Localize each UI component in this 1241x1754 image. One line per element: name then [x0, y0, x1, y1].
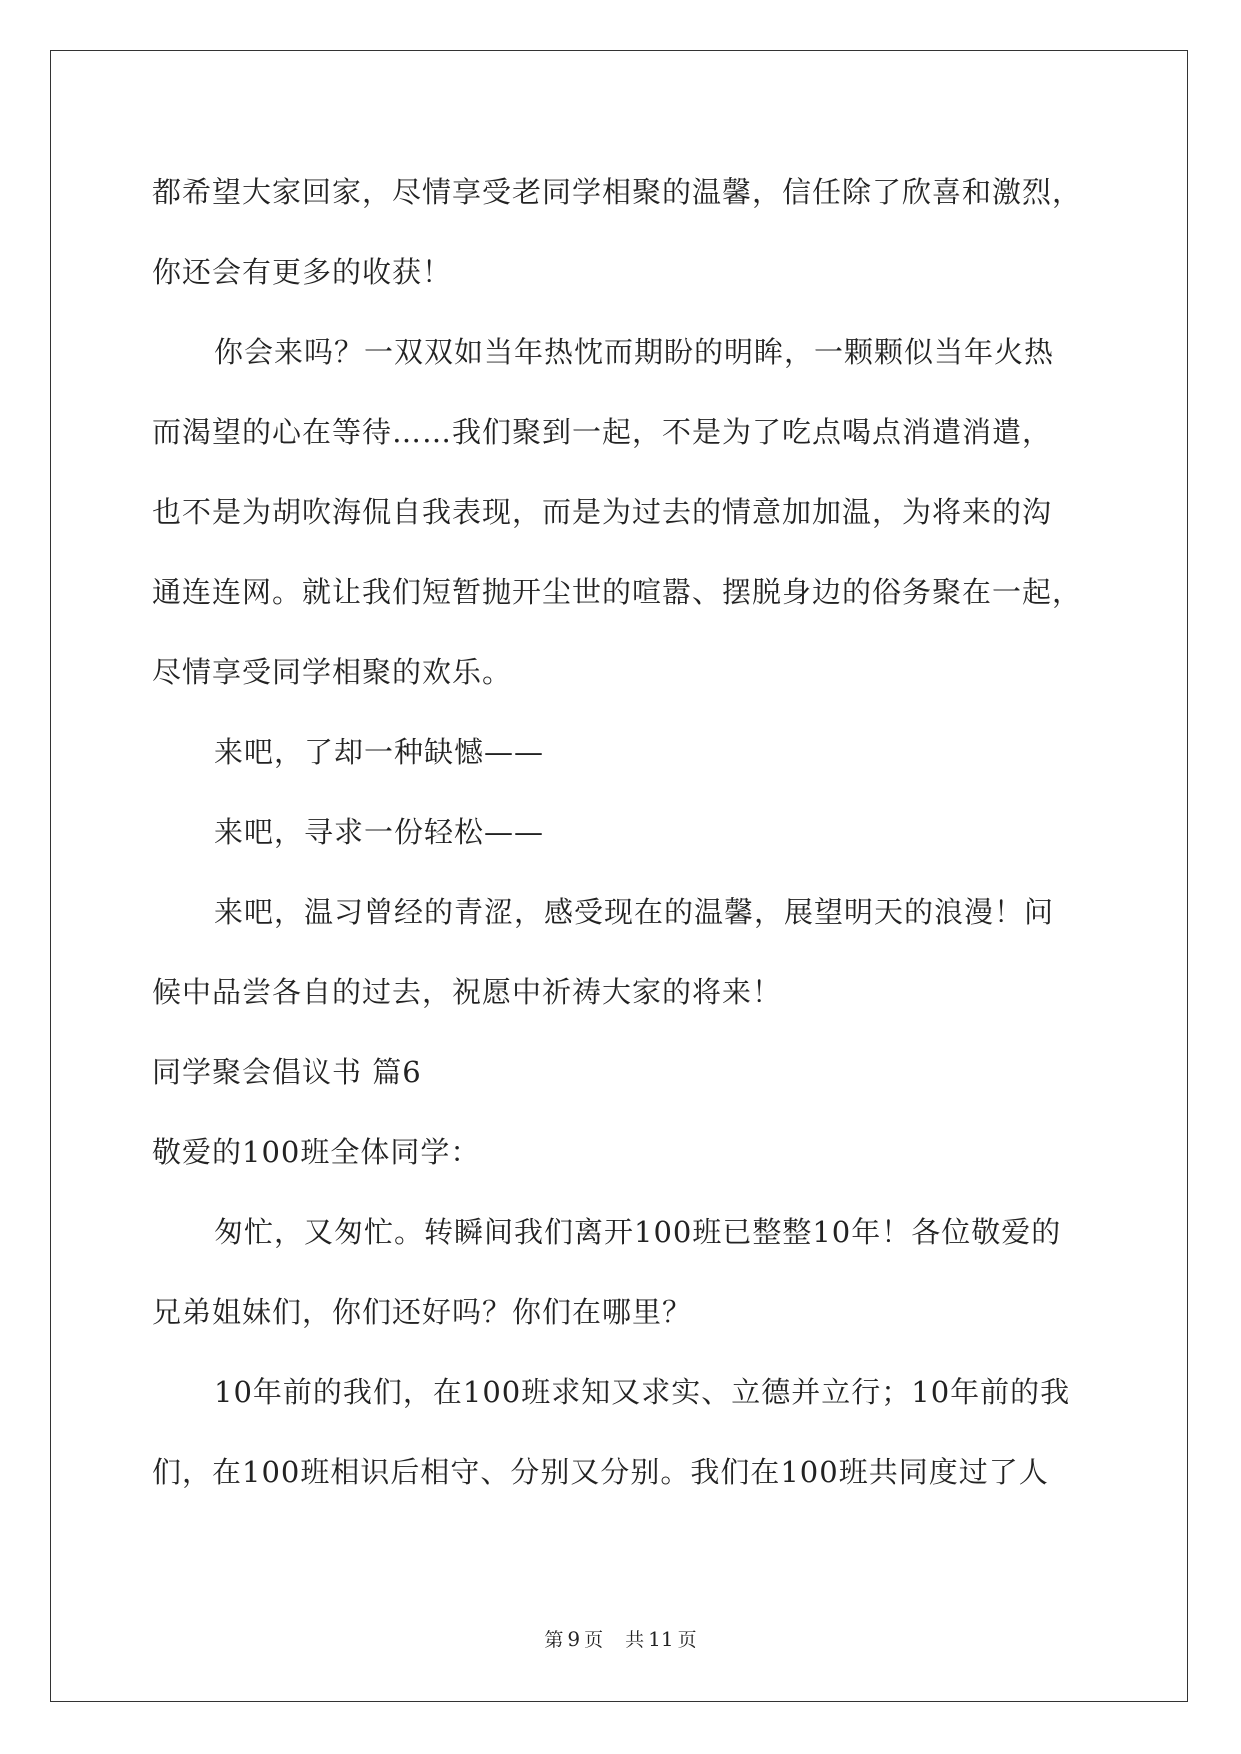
text-line: 们，在100班相识后相守、分别又分别。我们在100班共同度过了人 [152, 1455, 1049, 1489]
document-body [152, 172, 1092, 1532]
total-pages-indicator: 共 11 页 [625, 1627, 697, 1651]
text-line: 你还会有更多的收获！ [152, 255, 453, 289]
text-line: 同学聚会倡议书 篇6 [152, 1055, 422, 1089]
total-pages: 11 [648, 1627, 674, 1651]
text-line: 兄弟姐妹们，你们还好吗？你们在哪里？ [152, 1295, 693, 1329]
text-line: 而渴望的心在等待……我们聚到一起，不是为了吃点喝点消遣消遣， [152, 415, 1053, 449]
text-line: 10年前的我们，在100班求知又求实、立德并立行；10年前的我 [214, 1375, 1071, 1409]
page-indicator: 第 9 页 [544, 1627, 604, 1651]
text-line: 来吧，寻求一份轻松—— [214, 815, 545, 849]
text-line: 候中品尝各自的过去，祝愿中祈祷大家的将来！ [152, 975, 783, 1009]
text-line: 匆忙，又匆忙。转瞬间我们离开100班已整整10年！各位敬爱的 [214, 1215, 1062, 1249]
text-line: 你会来吗？一双双如当年热忱而期盼的明眸，一颗颗似当年火热 [214, 335, 1055, 369]
text-line: 都希望大家回家，尽情享受老同学相聚的温馨，信任除了欣喜和激烈， [152, 175, 1083, 209]
text-line: 通连连网。就让我们短暂抛开尘世的喧嚣、摆脱身边的俗务聚在一起， [152, 575, 1083, 609]
text-line: 敬爱的100班全体同学： [152, 1135, 481, 1169]
text-line: 来吧，温习曾经的青涩，感受现在的温馨，展望明天的浪漫！问 [214, 895, 1055, 929]
text-line: 来吧，了却一种缺憾—— [214, 735, 545, 769]
page-footer [0, 1625, 1241, 1652]
text-line: 也不是为胡吹海侃自我表现，而是为过去的情意加加温，为将来的沟 [152, 495, 1053, 529]
page-number: 9 [567, 1627, 581, 1651]
text-line: 尽情享受同学相聚的欢乐。 [152, 655, 513, 689]
